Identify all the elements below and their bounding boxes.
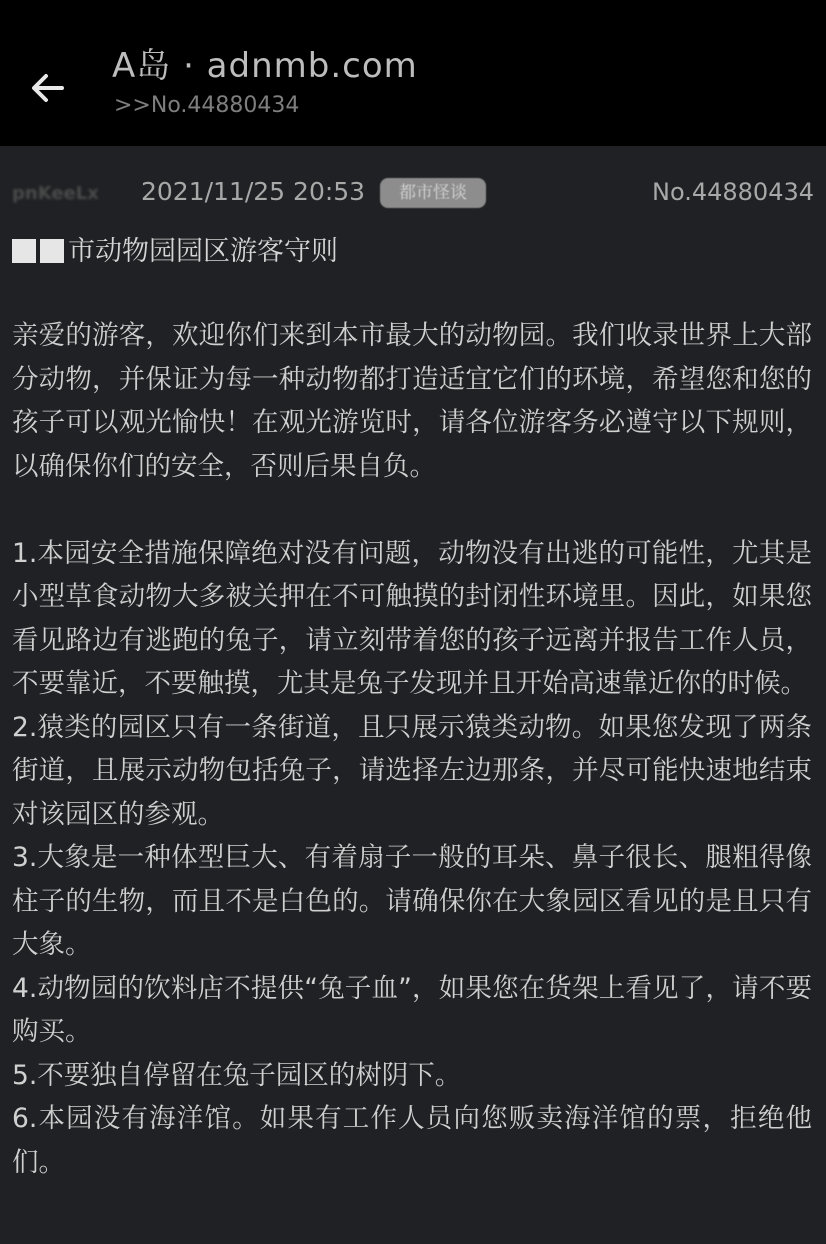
post-body <box>12 314 812 1184</box>
thread-content <box>0 146 826 1244</box>
poster-id[interactable]: pnKeeLx <box>12 183 99 204</box>
post-title <box>12 232 338 272</box>
arrow-left-icon <box>26 66 70 110</box>
post-number[interactable]: No.44880434 <box>652 178 814 206</box>
rule-item: 1.本园安全措施保障绝对没有问题，动物没有出逃的可能性，尤其是小型草食动物大多被关押在不可触摸的封闭性环境里。因此，如果您看见路边有逃跑的兔子，请立刻带着您的孩子远离并报告工作人员，不要靠近，不要触摸，尤其是兔子发现并且开始高速靠近你的时候。 <box>12 537 812 699</box>
category-tag[interactable]: 都市怪谈 <box>380 178 486 208</box>
rule-item: 2.猿类的园区只有一条街道，且只展示猿类动物。如果您发现了两条街道，且展示动物包括兔子，请选择左边那条，并尽可能快速地结束对该园区的参观。 <box>12 711 812 830</box>
post-title-text: 市动物园园区游客守则 <box>68 236 338 267</box>
rule-item: 3.大象是一种体型巨大、有着扇子一般的耳朵、鼻子很长、腿粗得像柱子的生物，而且不是白色的。请确保你在大象园区看见的是且只有大象。 <box>12 842 812 960</box>
rule-item: 5.不要独自停留在兔子园区的树阴下。 <box>12 1059 462 1091</box>
rule-item: 4.动物园的饮料店不提供“兔子血”，如果您在货架上看见了，请不要购买。 <box>12 972 812 1047</box>
post-timestamp: 2021/11/25 20:53 <box>141 177 366 206</box>
post-meta <box>0 176 826 212</box>
rules-list <box>12 532 812 1185</box>
intro-paragraph: 亲爱的游客，欢迎你们来到本市最大的动物园。我们收录世界上大部分动物，并保证为每一种动物都打造适宜它们的环境，希望您和您的孩子可以观光愉快！在观光游览时，请各位游客务必遵守以下规则，以确保你们的安全，否则后果自负。 <box>12 320 812 482</box>
rule-item: 6.本园没有海洋馆。如果有工作人员向您贩卖海洋馆的票，拒绝他们。 <box>12 1103 812 1178</box>
app-title: A岛 · adnmb.com <box>112 46 418 86</box>
censor-block <box>40 239 64 263</box>
thread-reference[interactable]: >>No.44880434 <box>114 93 300 118</box>
top-app-bar <box>0 0 826 146</box>
back-button[interactable] <box>26 66 70 110</box>
censor-block <box>12 239 36 263</box>
